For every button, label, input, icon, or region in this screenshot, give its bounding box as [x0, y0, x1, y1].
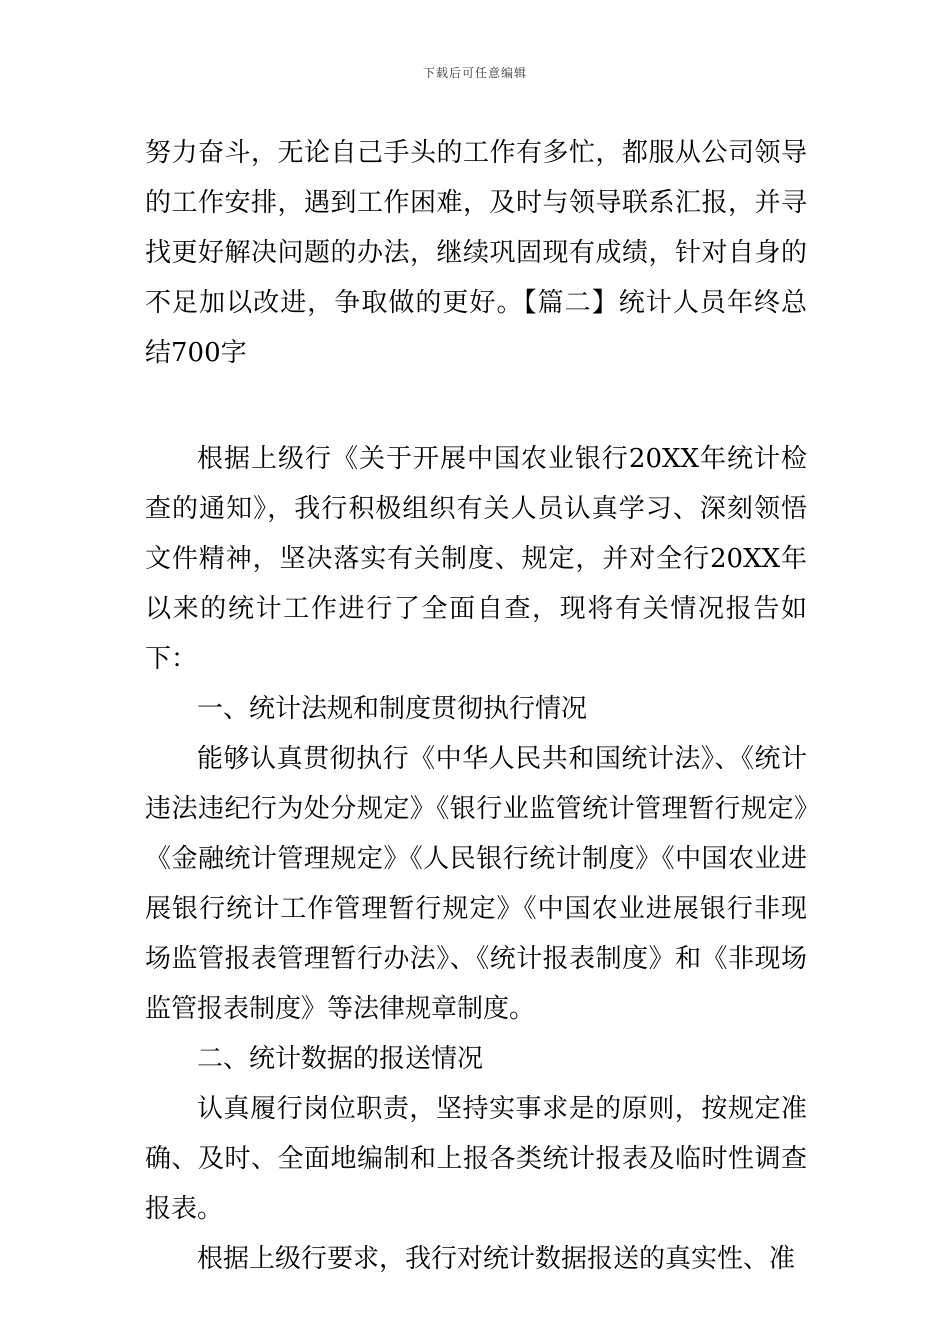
page-header: 下载后可任意编辑	[422, 66, 527, 80]
paragraph-section-1: 能够认真贯彻执行《中华人民共和国统计法》、《统计违法违纪行为处分规定》《银行业监管统计管理暂行规定》《金融统计管理规定》《人民银行统计制度》《中国农业进展银行统计工作管理暂行规定》《中国农业进展银行非现场监管报表管理暂行办法》、《统计报表制度》和《非现场监管报表制度》等法律规章制度。	[145, 744, 807, 1024]
paragraph-intro: 根据上级行《关于开展中国农业银行20XX年统计检查的通知》，我行积极组织有关人员认真学习、深刻领悟文件精神，坚决落实有关制度、规定，并对全行20XX年以来的统计工作进行了全面自查，现将有关情况报告如下：	[145, 444, 807, 674]
paragraph-gap	[145, 378, 807, 434]
section-heading-2: 二、统计数据的报送情况	[197, 1044, 484, 1074]
paragraph-section-2: 认真履行岗位职责，坚持实事求是的原则，按规定准确、及时、全面地编制和上报各类统计报表及临时性调查报表。	[145, 1094, 807, 1224]
paragraph-section-2-continued: 根据上级行要求，我行对统计数据报送的真实性、准	[197, 1244, 796, 1274]
document-body	[145, 128, 807, 1284]
paragraph-continuation: 努力奋斗，无论自己手头的工作有多忙，都服从公司领导的工作安排，遇到工作困难，及时与领导联系汇报，并寻找更好解决问题的办法，继续巩固现有成绩，针对自身的不足加以改进，争取做的更好。【篇二】统计人员年终总结700字	[145, 138, 807, 368]
section-heading-1: 一、统计法规和制度贯彻执行情况	[197, 694, 588, 724]
